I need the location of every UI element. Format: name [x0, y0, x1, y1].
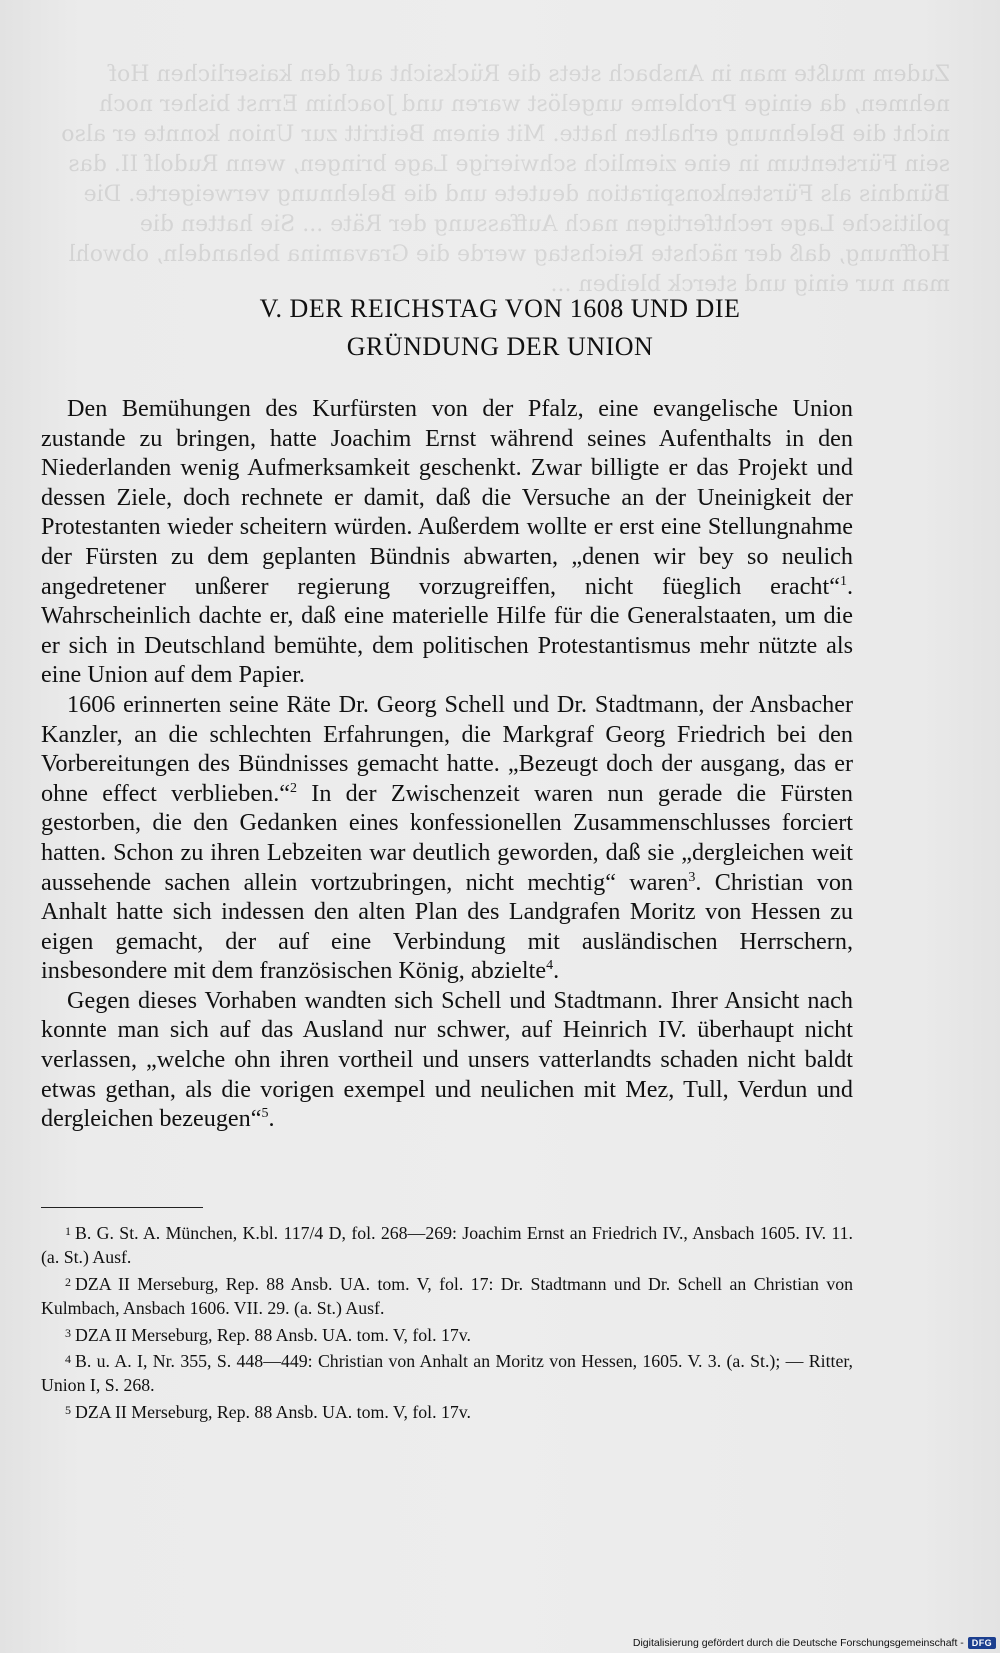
paragraph-3-text-b: .: [268, 1105, 275, 1133]
footnote-mark: 5: [65, 1402, 71, 1417]
paragraph-2: [41, 690, 853, 986]
footnote-ref-3[interactable]: 3: [688, 869, 696, 885]
footnote-divider: [41, 1207, 203, 1208]
footnote-mark: 3: [65, 1325, 71, 1340]
body-text: [41, 394, 853, 1134]
footnote-3: [41, 1321, 853, 1347]
footnote-mark: 4: [65, 1352, 71, 1367]
footnote-ref-5[interactable]: 5: [261, 1106, 269, 1122]
paragraph-1: [41, 394, 853, 690]
footnote-5: [41, 1398, 853, 1424]
footnote-text: B. u. A. I, Nr. 355, S. 448—449: Christian von Anhalt an Moritz von Hessen, 1605. V. 3. (a. St.); — Ritter, Union I, S. 268.: [41, 1351, 853, 1396]
chapter-heading-line-1: V. DER REICHSTAG VON 1608 UND DIE: [259, 294, 741, 323]
footnote-1: [41, 1219, 853, 1270]
footnote-ref-2[interactable]: 2: [290, 780, 297, 796]
paragraph-2-text-b: In der Zwischenzeit waren nun gerade die Fürsten gestorben, die den Gedanken eines konfessionellen Zusammenschlusses forciert hatten. Schon zu ihren Lebzeiten war deutlich geworden, daß sie „dergleichen weit aussehende sachen allein vortzubringen, nicht mechtig“ waren: [41, 779, 853, 896]
footnote-text: B. G. St. A. München, K.bl. 117/4 D, fol. 268—269: Joachim Ernst an Friedrich IV., Ansbach 1605. IV. 11. (a. St.) Ausf.: [41, 1223, 853, 1268]
dfg-watermark-text: Digitalisierung gefördert durch die Deutsche Forschungsgemeinschaft -: [632, 1637, 964, 1649]
paragraph-1-text-b: . Wahrscheinlich dachte er, daß eine materielle Hilfe für die Generalstaaten, um die er sich in Deutschland bemühte, dem politischen Protestantismus mehr nützte als eine Union auf dem Papier.: [41, 572, 853, 689]
chapter-heading-line-2: GRÜNDUNG DER UNION: [346, 332, 654, 361]
footnote-text: DZA II Merseburg, Rep. 88 Ansb. UA. tom. V, fol. 17v.: [75, 1324, 471, 1345]
paragraph-2-text-a: 1606 erinnerten seine Räte Dr. Georg Schell und Dr. Stadtmann, der Ansbacher Kanzler, an die schlechten Erfahrungen, die Markgraf Georg Friedrich bei den Vorbereitungen des Bündnisses gemacht hatte. „Bezeugt doch der ausgang, das er ohne effect verblieben.“: [41, 690, 853, 807]
footnote-text: DZA II Merseburg, Rep. 88 Ansb. UA. tom. V, fol. 17: Dr. Stadtmann und Dr. Schell an Christian von Kulmbach, Ansbach 1606. VII. 29. (a. St.) Ausf.: [41, 1273, 853, 1319]
footnotes: [41, 1219, 853, 1424]
footnote-2: [41, 1270, 853, 1321]
paragraph-3-text-a: Gegen dieses Vorhaben wandten sich Schell und Stadtmann. Ihrer Ansicht nach konnte man sich auf das Ausland nur schwer, auf Heinrich IV. überhaupt nicht verlassen, „welche ohn ihren vortheil und unsers vatterlandts schaden nicht baldt etwas gethan, als die vorigen exempel und neulichen mit Mez, Tull, Verdun und dergleichen bezeugen“: [41, 986, 853, 1133]
show-through-text: Zudem mußte man in Ansbach stets die Rücksicht auf den kaiserlichen Hof nehmen, da einige Probleme ungelöst waren und Joachim Ernst bisher noch nicht die Belehnung erhalten hatte. Mit einem Beitritt zur Union konnte er also sein Fürstentum in eine ziemlich schwierige Lage bringen, wenn Rudolf II. das Bündnis als Fürstenkonspiration deutete und die Belehnung verweigerte. Die politische Lage rechtfertigen nach Auffassung der Räte ... Sie hatten die Hoffnung, daß der nächste Reichstag werde die Gravamina behandeln, obwohl man nur einig und sterck bleiben ...: [61, 62, 950, 297]
paragraph-2-text-d: .: [553, 957, 560, 985]
dfg-logo-icon: DFG: [968, 1637, 996, 1649]
paragraph-3: [41, 986, 853, 1134]
footnote-text: DZA II Merseburg, Rep. 88 Ansb. UA. tom. V, fol. 17v.: [75, 1401, 471, 1422]
footnote-ref-1[interactable]: 1: [839, 573, 847, 589]
footnote-mark: 1: [65, 1224, 71, 1238]
paragraph-2-text-c: . Christian von Anhalt hatte sich indessen den alten Plan des Landgrafen Moritz von Hessen zu eigen gemacht, der auf eine Verbindung mit ausländischen Herrschern, insbesondere mit dem französischen König, abzielte: [41, 868, 854, 985]
footnote-ref-4[interactable]: 4: [546, 958, 554, 974]
footnote-mark: 2: [65, 1274, 71, 1289]
paragraph-1-text-a: Den Bemühungen des Kurfürsten von der Pfalz, eine evangelische Union zustande zu bringen, hatte Joachim Ernst während seines Aufenthalts in den Niederlanden wenig Aufmerksamkeit geschenkt. Zwar billigte er das Projekt und dessen Ziele, doch rechnete er damit, daß die Versuche an der Uneinigkeit der Protestanten wieder scheitern würden. Außerdem wollte er erst eine Stellungnahme der Fürsten zu dem geplanten Bündnis abwarten, „denen wir bey so neulich angedretener unßerer regierung vorzugreiffen, nicht füeglich eracht“: [41, 395, 853, 600]
dfg-watermark: [633, 1637, 996, 1649]
footnote-4: [41, 1347, 853, 1398]
